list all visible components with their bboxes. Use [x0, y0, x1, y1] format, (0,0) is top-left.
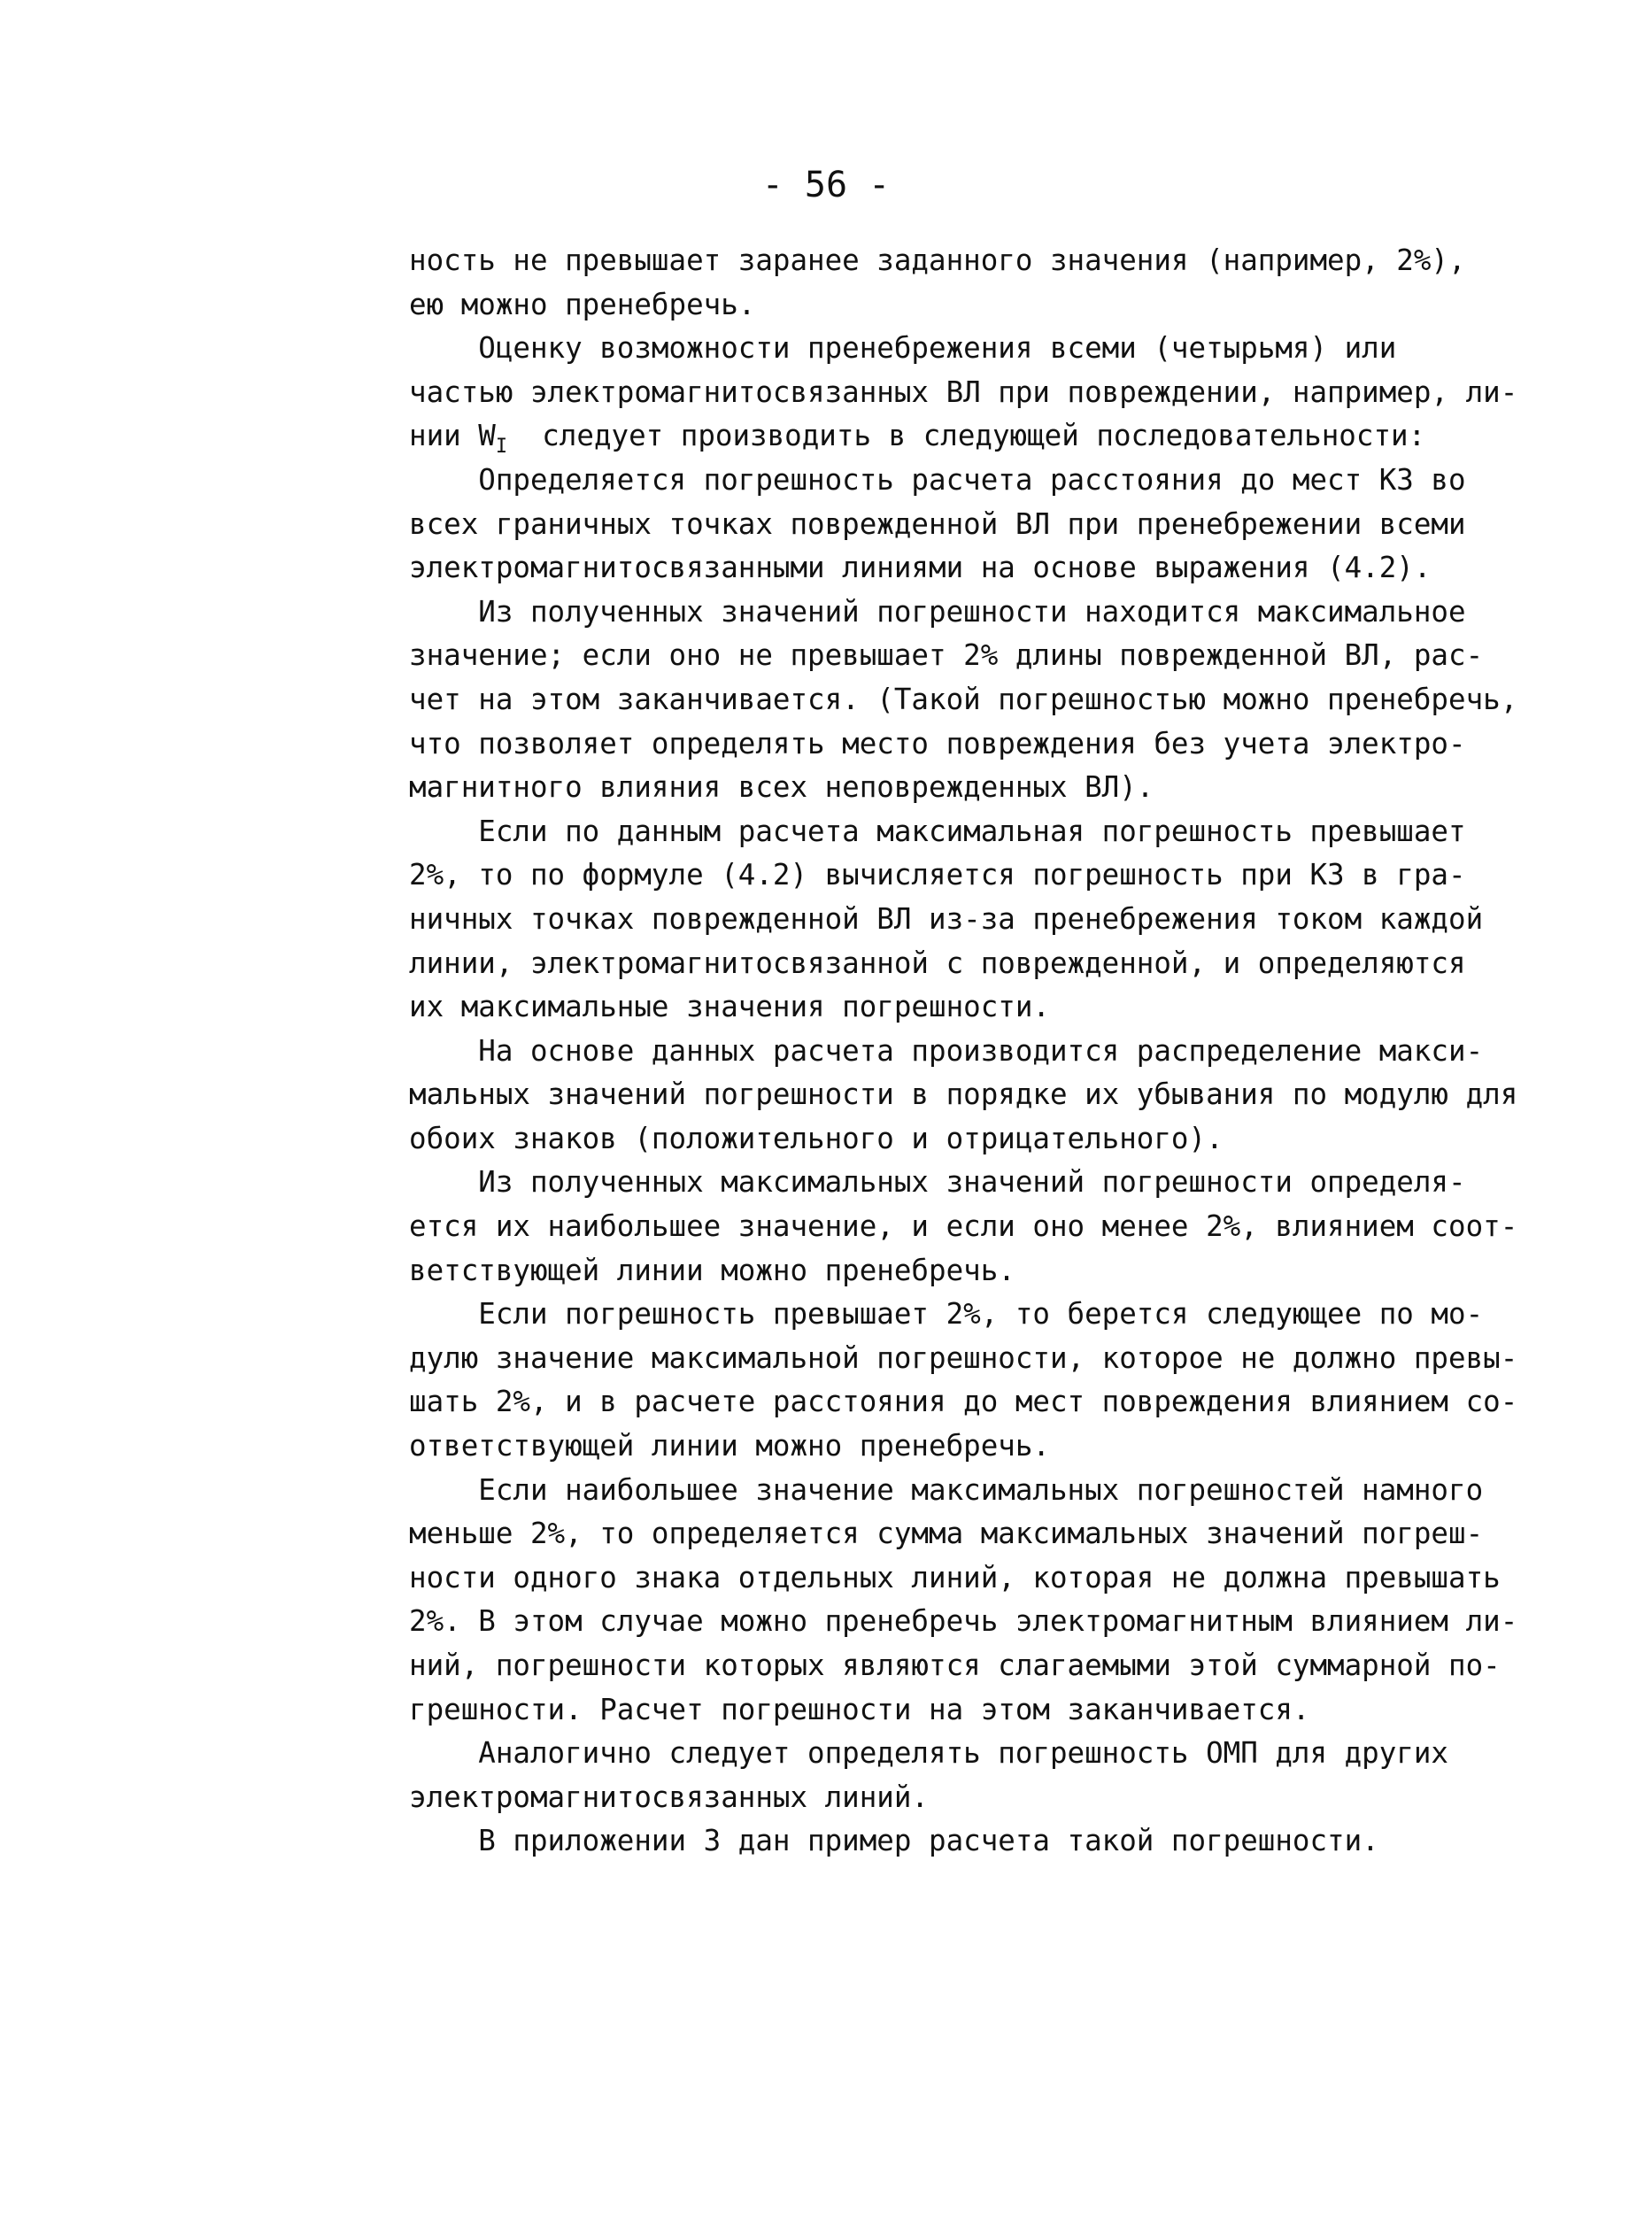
text-line: линии, электромагнитосвязанной с поврежденной, и определяются	[409, 946, 1466, 980]
text-line: В приложении 3 дан пример расчета такой погрешности.	[409, 1824, 1379, 1858]
body-text	[409, 239, 1560, 1864]
page-number: - 56 -	[761, 165, 891, 205]
text-line: ний, погрешности которых являются слагаемыми этой суммарной по-	[409, 1648, 1501, 1682]
text-line: Оценку возможности пренебрежения всеми (четырьмя) или	[409, 331, 1397, 366]
line-subscript: I	[495, 436, 508, 459]
text-line: ности одного знака отдельных линий, которая не должна превышать	[409, 1560, 1501, 1594]
text-line: 2%, то по формуле (4.2) вычисляется погрешность при КЗ в гра-	[409, 858, 1466, 892]
text-line: ею можно пренебречь.	[409, 287, 756, 321]
text-line: обоих знаков (положительного и отрицательного).	[409, 1121, 1224, 1155]
text-line: меньше 2%, то определяется сумма максимальных значений погреш-	[409, 1517, 1484, 1551]
text-line: частью электромагнитосвязанных ВЛ при повреждении, например, ли-	[409, 374, 1518, 409]
text-line: электромагнитосвязанными линиями на основе выражения (4.2).	[409, 551, 1432, 585]
text-fragment: следует производить в следующей последовательности:	[507, 419, 1426, 453]
text-line: ветствующей линии можно пренебречь.	[409, 1253, 1015, 1287]
text-line: Аналогично следует определять погрешность ОМП для других	[409, 1736, 1448, 1771]
text-line: чет на этом заканчивается. (Такой погрешностью можно пренебречь,	[409, 682, 1518, 716]
text-line: Если наибольшее значение максимальных погрешностей намного	[409, 1472, 1484, 1507]
text-fragment: нии	[409, 419, 479, 453]
text-line: грешности. Расчет погрешности на этом заканчивается.	[409, 1692, 1310, 1726]
text-line: Если по данным расчета максимальная погрешность превышает	[409, 814, 1466, 848]
text-line: ответствующей линии можно пренебречь.	[409, 1429, 1050, 1463]
text-line: магнитного влияния всех неповрежденных ВЛ).	[409, 770, 1154, 805]
text-line: 2%. В этом случае можно пренебречь электромагнитным влиянием ли-	[409, 1604, 1518, 1639]
text-line: что позволяет определять место повреждения без учета электро-	[409, 726, 1466, 761]
text-line: ничных точках поврежденной ВЛ из-за пренебрежения током каждой	[409, 901, 1484, 936]
text-line: их максимальные значения погрешности.	[409, 990, 1050, 1024]
text-line: ется их наибольшее значение, и если оно менее 2%, влиянием соот-	[409, 1209, 1518, 1244]
text-line-formula	[409, 414, 1560, 459]
text-line: Из полученных максимальных значений погрешности определя-	[409, 1165, 1466, 1200]
text-line: электромагнитосвязанных линий.	[409, 1780, 929, 1814]
text-line: значение; если оно не превышает 2% длины поврежденной ВЛ, рас-	[409, 638, 1484, 673]
line-symbol: W	[478, 419, 496, 453]
text-line: всех граничных точках поврежденной ВЛ при пренебрежении всеми	[409, 506, 1466, 541]
text-line: ность не превышает заранее заданного значения (например, 2%),	[409, 243, 1466, 277]
text-line: На основе данных расчета производится распределение макси-	[409, 1033, 1484, 1068]
text-line: мальных значений погрешности в порядке их убывания по модулю для	[409, 1077, 1518, 1112]
text-line: дулю значение максимальной погрешности, которое не должно превы-	[409, 1340, 1518, 1375]
text-line: Из полученных значений погрешности находится максимальное	[409, 594, 1466, 629]
text-line: шать 2%, и в расчете расстояния до мест повреждения влиянием со-	[409, 1385, 1518, 1419]
text-line: Если погрешность превышает 2%, то берется следующее по мо-	[409, 1297, 1484, 1332]
text-line: Определяется погрешность расчета расстояния до мест КЗ во	[409, 462, 1466, 497]
